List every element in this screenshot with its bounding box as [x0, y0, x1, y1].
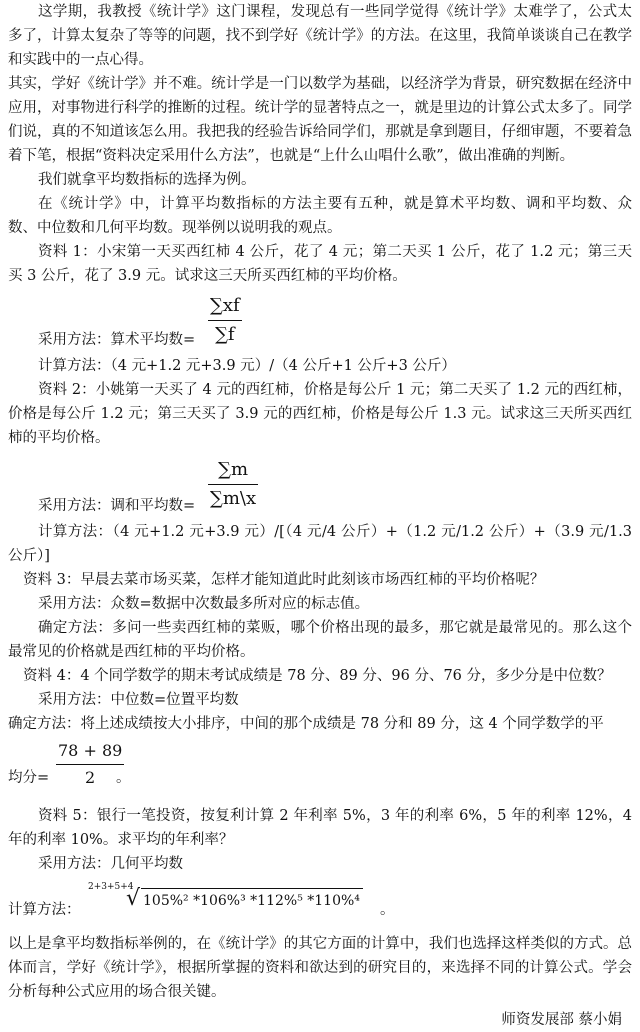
- root-index: 2+3+5+4: [88, 882, 134, 892]
- data-4-text: 资料 4：4 个同学数学的期末考试成绩是 78 分、89 分、96 分、76 分，多少分是中位数？: [23, 668, 612, 684]
- data-5-calc-label: 计算方法：: [8, 902, 81, 918]
- signature: 师资发展部 蔡小娟: [501, 1012, 622, 1028]
- data-5-text: 资料 5：银行一笔投资，按复利计算 2 年利率 5%，3 年的利率 6%，5 年的利率 12%，4 年的利率 10%。求平均的年利率？: [8, 808, 632, 848]
- data-1-text: 资料 1：小宋第一天买西红柿 4 公斤，花了 4 元；第二天买 1 公斤，花了 1.2 元；第三天买 3 公斤，花了 3.9 元。试求这三天所买西红柿的平均价格。: [8, 244, 632, 284]
- intro-paragraph-2: 其实，学好《统计学》并不难。统计学是一门以数学为基础，以经济学为背景，研究数据在经济中应用，对事物进行科学的推断的过程。统计学的显著特点之一，就是里边的计算公式太多了。同学们说，真的不知道该怎么用。我把我的经验告诉给同学们，那就是拿到题目，仔细审题，不要着急着下笔，根据“资料决定采用什么方法”，也就是“上什么山唱什么歌”，做出准确的判断。: [8, 76, 632, 164]
- intro-paragraph-4: 在《统计学》中，计算平均数指标的方法主要有五种，就是算术平均数、调和平均数、众数、中位数和几何平均数。现举例以说明我的观点。: [8, 196, 632, 236]
- formula-numerator: ∑xf: [210, 295, 240, 316]
- data-4-result-end: 。: [116, 770, 131, 786]
- data-4-method: 采用方法：中位数=位置平均数: [38, 692, 239, 708]
- formula-denominator: ∑m\x: [208, 484, 258, 513]
- data-4-result-row: [8, 736, 632, 796]
- formula-numerator: ∑m: [218, 459, 249, 480]
- data-3-method: 采用方法：众数=数据中次数最多所对应的标志值。: [38, 596, 370, 612]
- formula-denominator: ∑f: [208, 320, 242, 349]
- median-fraction: [56, 738, 124, 791]
- data-4-determine: 确定方法：将上述成绩按大小排序，中间的那个成绩是 78 分和 89 分，这 4 个同学数学的平: [8, 716, 604, 732]
- conclusion-paragraph: 以上是拿平均数指标举例的，在《统计学》的其它方面的计算中，我们也选择这样类似的方式。总体而言，学好《统计学》，根据所掌握的资料和欲达到的研究目的，来选择不同的计算公式。学会分析每种公式应用的场合很关键。: [8, 936, 632, 1000]
- data-5-method: 采用方法：几何平均数: [38, 856, 183, 872]
- root-body: 105%² *106%³ *112%⁵ *110%⁴: [141, 888, 363, 913]
- data-4-result-label: 均分=: [8, 770, 50, 786]
- arithmetic-mean-formula: [208, 292, 242, 349]
- intro-paragraph-1: 这学期，我教授《统计学》这门课程，发现总有一些同学觉得《统计学》太难学了，公式太多了，计算太复杂了等等的问题，找不到学好《统计学》的方法。在这里，我简单谈谈自己在教学和实践中的一点心得。: [8, 4, 632, 68]
- data-1-calc: 计算方法：（4 元+1.2 元+3.9 元）/（4 公斤+1 公斤+3 公斤）: [38, 358, 456, 374]
- data-2-method-label: 采用方法：调和平均数=: [38, 498, 196, 514]
- data-5-calc-end: 。: [380, 902, 395, 918]
- data-2-method-row: [8, 450, 632, 520]
- radical-sign-icon: √: [126, 886, 141, 911]
- data-2-calc: 计算方法：（4 元+1.2 元+3.9 元）/[（4 元/4 公斤）+（1.2 元/1.2 公斤）+（3.9 元/1.3 公斤）]: [8, 524, 632, 564]
- fraction-numerator: 78 + 89: [58, 741, 123, 760]
- fraction-denominator: 2: [56, 764, 124, 791]
- harmonic-mean-formula: [208, 456, 258, 513]
- data-3-text: 资料 3：早晨去菜市场买菜，怎样才能知道此时此刻该市场西红柿的平均价格呢？: [23, 572, 545, 588]
- data-2-text: 资料 2：小姚第一天买了 4 元的西红柿，价格是每公斤 1 元；第二天买了 1.2 元的西红柿，价格是每公斤 1.2 元；第三天买了 3.9 元的西红柿，价格是每公斤 1.3 元。试求这三天所买西红柿的平均价格。: [8, 382, 632, 446]
- data-5-calc-row: [8, 876, 632, 926]
- data-3-determine: 确定方法：多问一些卖西红柿的菜贩，哪个价格出现的最多，那它就是最常见的。那么这个最常见的价格就是西红柿的平均价格。: [8, 620, 632, 660]
- data-1-method-row: [8, 288, 632, 354]
- data-1-method-label: 采用方法：算术平均数=: [38, 332, 196, 348]
- intro-paragraph-3: 我们就拿平均数指标的选择为例。: [38, 172, 256, 188]
